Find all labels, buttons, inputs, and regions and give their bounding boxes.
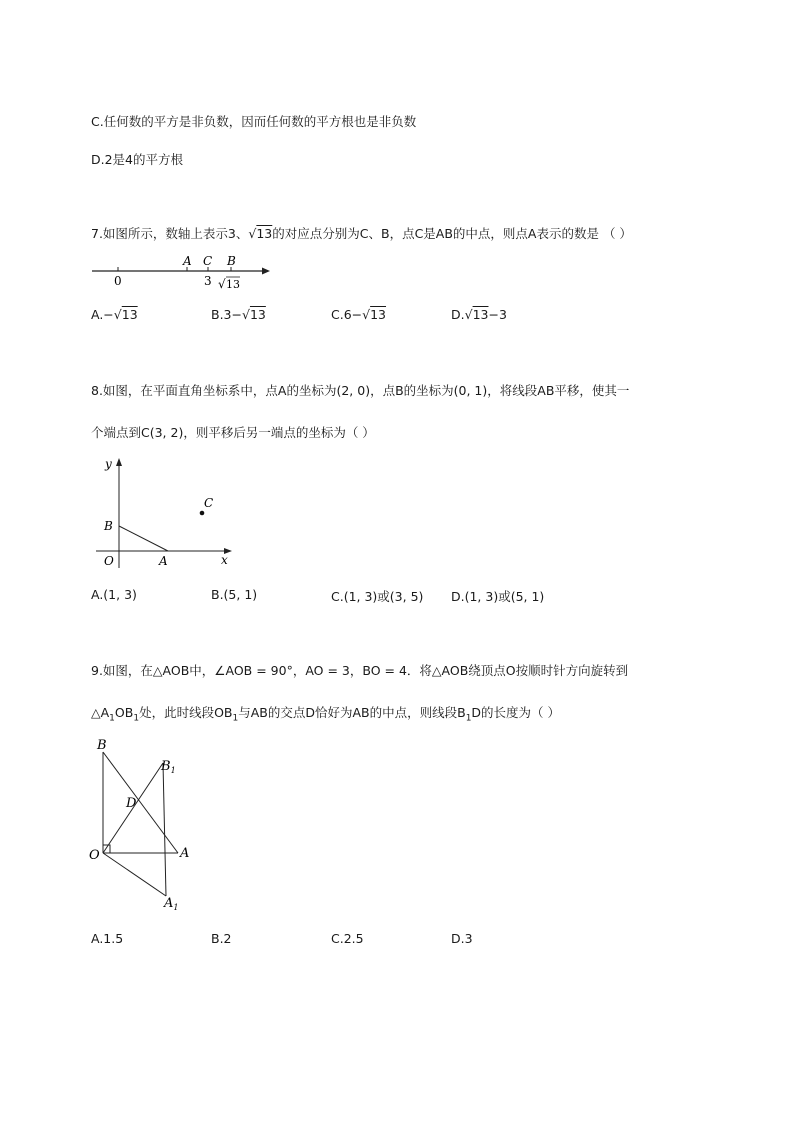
label-a: A [159,554,168,568]
q7-stem-part1: 7.如图所示，数轴上表示3、 [91,226,249,241]
label-three: 3 [204,274,212,288]
label-b: B [97,738,107,753]
label-x: x [221,553,228,567]
q9-stem-line1: 9.如图，在△AOB中，∠AOB = 90°，AO = 3，BO = 4．将△AOB绕顶点O按顺时针方向旋转到 [91,663,629,678]
q9-option-c: C.2.5 [331,931,364,946]
q9-option-b: B.2 [211,931,232,946]
label-sqrt13-sign: √ [218,277,226,291]
label-c: C [203,254,213,268]
q6-option-d: D.2是4的平方根 [91,152,184,167]
label-o: O [104,554,114,568]
segment-a1b1 [163,763,166,896]
point-c [200,511,205,516]
q7-option-a: A.−√13 [91,307,138,322]
number-line-arrow [262,268,270,275]
q8-stem-line2: 个端点到C(3, 2)，则平移后另一端点的坐标为（ ） [91,425,375,440]
q9-option-a: A.1.5 [91,931,124,946]
q8-stem-line1: 8.如图，在平面直角坐标系中，点A的坐标为(2, 0)，点B的坐标为(0, 1)，将线段AB平移，使其一 [91,383,630,398]
q7-option-b: B.3−√13 [211,307,266,322]
q9-option-d: D.3 [451,931,473,946]
q8-option-b: B.(5, 1) [211,587,258,602]
label-b: B [227,254,236,268]
q7-number-line-figure [88,250,278,292]
segment-ab [119,526,168,551]
q7-stem [91,224,632,242]
q6-option-c: C.任何数的平方是非负数，因而任何数的平方根也是非负数 [91,114,417,129]
label-a: A [183,254,192,268]
q7-stem-part2: 的对应点分别为C、B，点C是AB的中点，则点A表示的数是 （ ） [272,226,632,241]
label-c: C [204,496,214,510]
q8-coordinate-figure [90,455,240,570]
q7-option-c: C.6−√13 [331,307,387,322]
q9-rotation-figure [86,733,196,913]
y-axis-arrow [116,458,122,466]
q8-option-a: A.(1, 3) [91,587,137,602]
label-sqrt13: 13 [226,278,240,291]
label-d: D [126,796,137,811]
q8-option-c: C.(1, 3)或(3, 5) [331,589,424,604]
label-b: B [104,519,113,533]
q7-option-d: D.√13−3 [451,307,507,322]
label-a1: $A_1$ [164,896,179,912]
segment-oa1 [103,853,166,896]
q8-option-d: D.(1, 3)或(5, 1) [451,589,545,604]
q7-stem-radical: √13 [248,226,273,241]
label-b1: $B_1$ [161,759,176,775]
label-o: O [89,848,100,863]
label-y: y [105,457,112,471]
label-zero: 0 [114,274,122,288]
q9-stem-line2: $\triangle A_1OB_1$处，此时线段$OB_1$与AB的交点D恰好为AB的中点，则线段$B_1D$的长度为（ ） [91,705,561,724]
label-a: A [180,846,190,861]
